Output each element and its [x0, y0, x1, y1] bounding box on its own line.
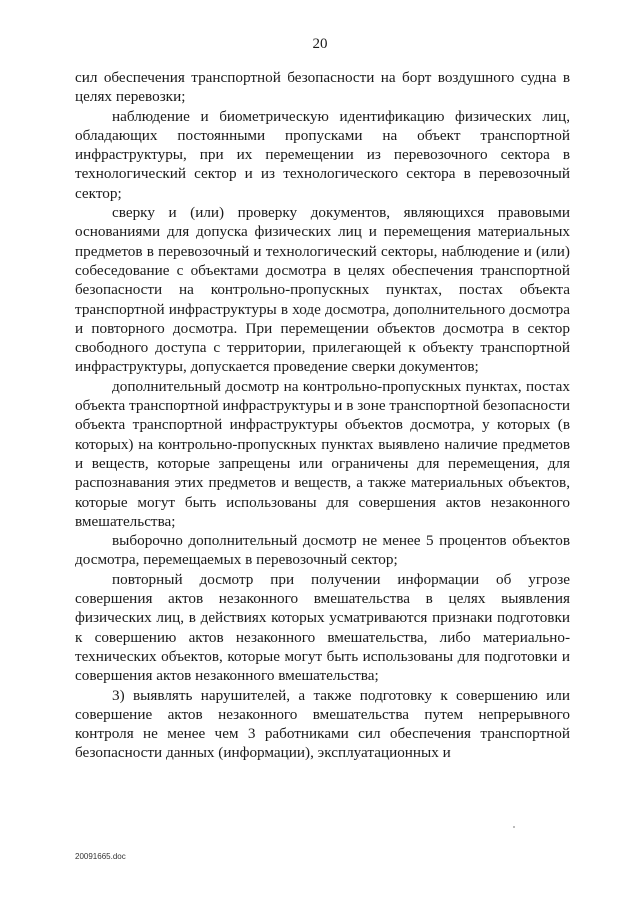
paragraph-6: повторный досмотр при получении информации об угрозе совершения актов незаконного вмешательства в целях выявления физических лиц, в действиях которых усматриваются признаки подготовки к совершению актов незаконного вмешательства, либо материально-технических объектов, которые могут быть использованы для подготовки и совершения актов незаконного вмешательства;: [75, 570, 570, 685]
paragraph-1: сил обеспечения транспортной безопасности на борт воздушного судна в целях перевозки;: [75, 69, 570, 106]
paragraph-4: дополнительный досмотр на контрольно-пропускных пунктах, постах объекта транспортной инфраструктуры и в зоне транспортной безопасности объекта транспортной инфраструктуры объектов досмотра, у которых (в которых) на контрольно-пропускных пунктах выявлено наличие предметов и веществ, которые запрещены или ограничены для перемещения, для распознавания этих предметов и веществ, а также материальных объектов, которые могут быть использованы для совершения актов незаконного вмешательства;: [75, 377, 570, 530]
page-number: 20: [312, 36, 328, 52]
paragraph-3: сверку и (или) проверку документов, являющихся правовыми основаниями для допуска физических лиц и перемещения материальных предметов в перевозочный и технологический секторы, наблюдение и (или) собеседование с объектами досмотра в целях обеспечения транспортной безопасности на контрольно-пропускных пунктах, постах объекта транспортной инфраструктуры в ходе досмотра, дополнительного досмотра и повторного досмотра. При перемещении объектов досмотра в сектор свободного доступа с территории, прилегающей к объекту транспортной инфраструктуры, допускается проведение сверки документов;: [75, 204, 570, 376]
footer-filename: 20091665.doc: [75, 852, 126, 861]
paragraph-5: выборочно дополнительный досмотр не менее 5 процентов объектов досмотра, перемещаемых в перевозочный сектор;: [75, 532, 570, 569]
paragraph-7: 3) выявлять нарушителей, а также подготовку к совершению или совершение актов незаконного вмешательства путем непрерывного контроля не менее чем 3 работниками сил обеспечения транспортной безопасности данных (информации), эксплуатационных и: [75, 686, 570, 762]
paragraph-2: наблюдение и биометрическую идентификацию физических лиц, обладающих постоянными пропусками на объект транспортной инфраструктуры, при их перемещении из перевозочного сектора в технологический сектор и из технологического сектора в перевозочный сектор;: [75, 107, 570, 202]
document-body: [75, 68, 570, 763]
scan-speck: [513, 826, 515, 828]
